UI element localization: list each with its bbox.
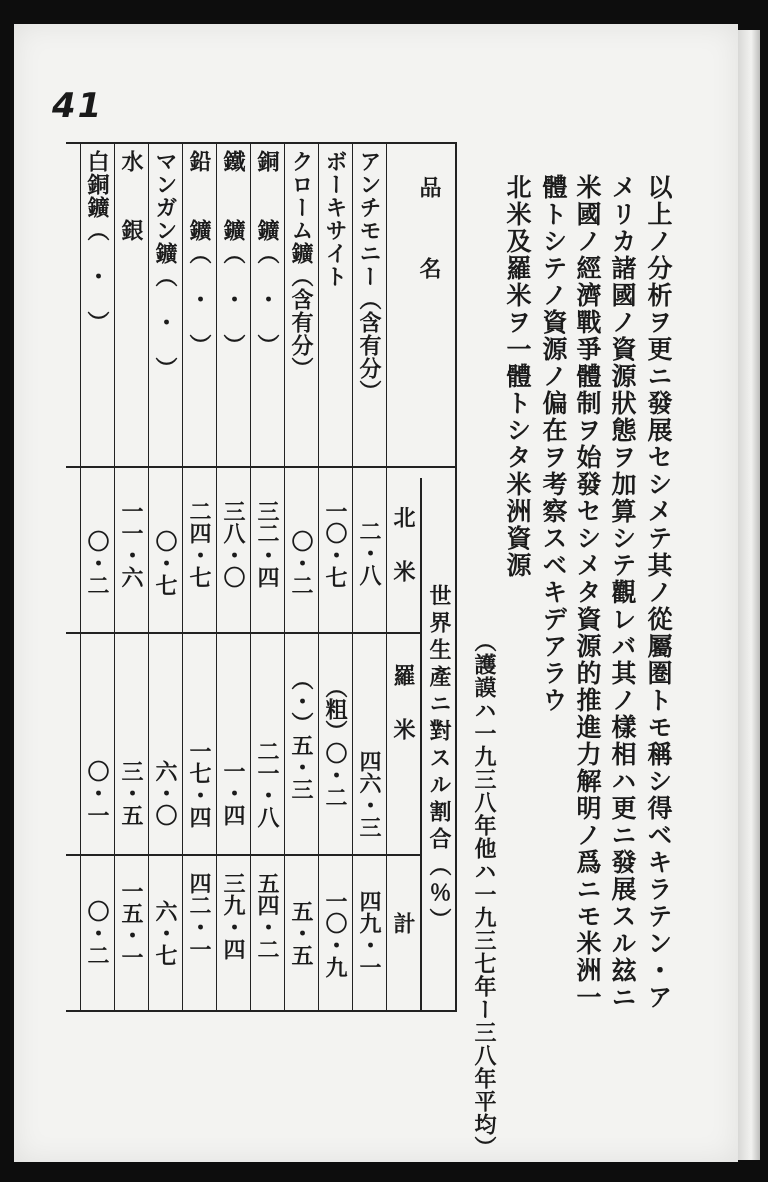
column-north-america: 北 米 [390,506,416,587]
row-name-iron: 鐵 鑛（ ・ ） [220,150,246,357]
row-name-lead: 鉛 鑛（ ・ ） [186,150,212,357]
table-col-rule-4 [284,142,285,1012]
body-line-1: 以上ノ分析ヲ更ニ發展セシメテ其ノ從屬圏トモ稱シ得ベキラテン・ア [644,174,673,1011]
row-value-lead-north: 二四・七 [186,500,212,588]
row-value-lead-total: 四二・一 [186,872,212,960]
row-name-antimony: アンチモニー（含有分） [356,150,382,403]
row-value-nickel-latin: 〇・一 [84,760,110,826]
table-rule-top [66,142,456,144]
row-value-manganese-total: 六・七 [152,900,178,966]
row-value-copper-north: 三二・四 [254,500,280,588]
table-col-rule-10 [80,142,81,1012]
table-row-rule-1 [66,466,456,468]
row-name-nickel: 白銅鑛（ ・ ） [84,150,110,334]
row-name-manganese: マンガン鑛（ ・ ） [152,150,178,380]
table-col-rule-2 [352,142,353,1012]
row-value-mercury-total: 一五・一 [118,880,144,968]
table-rule-bottom [66,1010,456,1012]
row-value-antimony-north: 二・八 [356,520,382,586]
table-col-rule-1 [386,142,387,1012]
table-col-rule-5 [250,142,251,1012]
row-value-lead-latin: 一七・四 [186,740,212,828]
column-total: 計 [390,912,416,939]
row-value-antimony-latin: 四六・三 [356,750,382,838]
row-value-bauxite-north: 一〇・七 [322,500,348,588]
body-line-4: 體トシテノ資源ノ偏在ヲ考察スベキデアラウ [539,174,568,714]
row-value-chrome-total: 五・五 [288,900,314,966]
item-header: 品 名 [416,176,442,284]
row-name-mercury: 水 銀 [118,150,144,242]
column-latin-america: 羅 米 [390,664,416,745]
table-source-note: （護謨ハ一九三八年他ハ一九三七年ー三八年平均） [471,630,497,1159]
body-line-2: メリカ諸國ノ資源狀態ヲ加算シテ觀レバ其ノ樣相ハ更ニ發展スル玆ニ [608,174,637,1011]
row-value-iron-latin: 一・四 [220,760,246,826]
page-number: 41 [52,86,104,126]
row-value-chrome-latin: （・）五・三 [288,668,314,800]
table-row-rule-2 [66,632,420,634]
row-value-iron-total: 三九・四 [220,872,246,960]
row-value-copper-latin: 二一・八 [254,740,280,828]
page-edge [738,30,760,1160]
table-col-rule-9 [114,142,115,1012]
row-value-manganese-latin: 六・〇 [152,760,178,826]
table-col-rule-3 [318,142,319,1012]
table-col-rule-6 [216,142,217,1012]
row-value-nickel-north: 〇・二 [84,530,110,596]
table-rule-right [455,142,457,1012]
share-header: 世界生產ニ對スル割合（％） [426,584,452,935]
body-line-3: 米國ノ經濟戰爭體制ヲ始發セシメタ資源的推進力解明ノ爲ニモ米洲一 [573,174,602,1011]
table-col-rule-7 [182,142,183,1012]
row-value-iron-north: 三八・〇 [220,500,246,588]
row-value-mercury-latin: 三・五 [118,760,144,826]
row-value-nickel-total: 〇・二 [84,900,110,966]
row-value-copper-total: 五四・二 [254,872,280,960]
row-value-bauxite-latin: （粗）〇・二 [322,676,348,808]
row-name-bauxite: ボーキサイト [322,150,348,288]
row-value-manganese-north: 〇・七 [152,530,178,596]
table-rule-header-split [420,478,422,1012]
row-value-chrome-north: 〇・二 [288,530,314,596]
row-name-chrome: クローム鑛（含有分） [288,150,314,380]
row-name-copper: 銅 鑛（ ・ ） [254,150,280,357]
table-row-rule-3 [66,854,420,856]
row-value-antimony-total: 四九・一 [356,890,382,978]
table-col-rule-8 [148,142,149,1012]
row-value-bauxite-total: 一〇・九 [322,890,348,978]
table-title: 北米及羅米ヲ一體トシタ米洲資源 [503,174,532,579]
row-value-mercury-north: 一一・六 [118,500,144,588]
